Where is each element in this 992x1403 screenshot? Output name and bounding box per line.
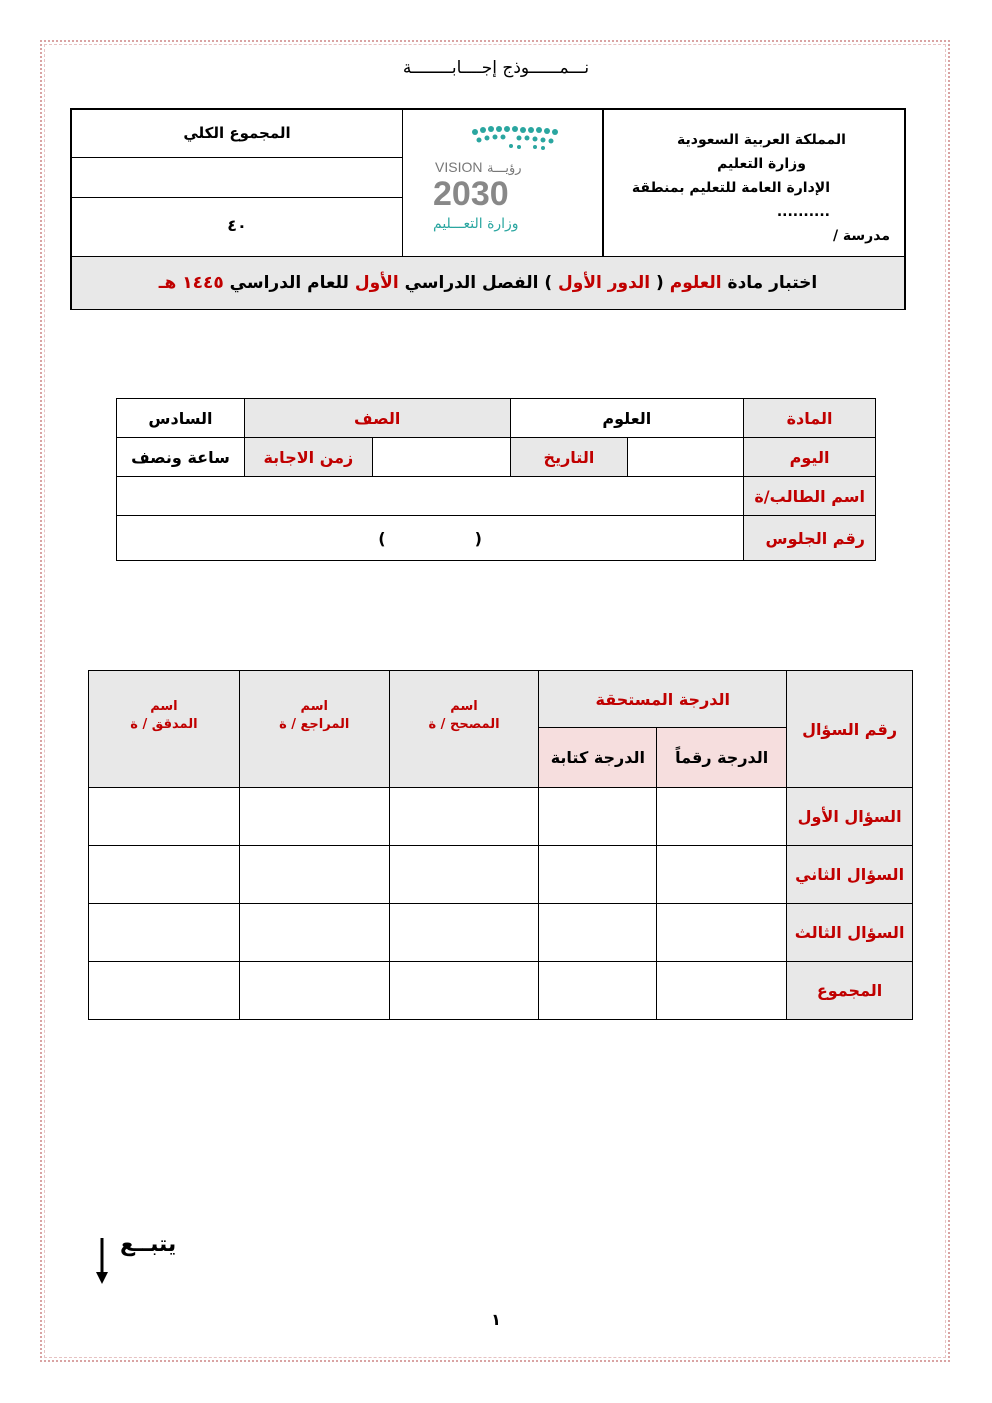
logo-ministry-text: وزارة التعـــليم xyxy=(433,216,519,232)
reviewer-sub: المراجع / ة xyxy=(279,717,350,732)
cell[interactable] xyxy=(389,788,539,846)
exam-subject: العلوم xyxy=(669,273,722,293)
cell[interactable] xyxy=(239,962,389,1020)
exam-title-part: ) الفصل الدراسي xyxy=(398,273,559,293)
student-name-field[interactable] xyxy=(117,477,744,516)
reviewer-label: اسم xyxy=(300,699,328,714)
page-title: نـــمــــــوذج إجــــابــــــــة xyxy=(402,58,590,78)
cell[interactable] xyxy=(657,788,787,846)
deserved-grade-header: الدرجة المستحقة xyxy=(539,671,787,728)
auditor-header xyxy=(89,671,240,788)
auditor-sub: المدقق / ة xyxy=(130,717,198,732)
directorate-text: الإدارة العامة للتعليم بمنطقة .......... xyxy=(631,180,830,220)
grade-digits-header: الدرجة رقماً xyxy=(657,728,787,788)
row-label: السؤال الثاني xyxy=(787,846,913,904)
cell[interactable] xyxy=(389,846,539,904)
student-name-label: اسم الطالب/ة xyxy=(744,477,876,516)
date-value[interactable] xyxy=(372,438,510,477)
cell[interactable] xyxy=(657,962,787,1020)
ministry-text: وزارة التعليم xyxy=(717,156,806,172)
total-value: ٤٠ xyxy=(227,216,247,235)
reviewer-header xyxy=(239,671,389,788)
total-label: المجموع الكلي xyxy=(72,110,402,158)
date-label: التاريخ xyxy=(510,438,628,477)
school-text: مدرسة / xyxy=(832,228,890,244)
student-info-table xyxy=(116,398,876,561)
exam-title-part: للعام الدراسي xyxy=(223,273,355,293)
cell[interactable] xyxy=(539,962,657,1020)
continue-text: يتبــع xyxy=(120,1232,177,1257)
cell[interactable] xyxy=(89,788,240,846)
down-arrow-icon xyxy=(96,1238,108,1284)
cell[interactable] xyxy=(657,904,787,962)
grade-words-header: الدرجة كتابة xyxy=(539,728,657,788)
grade-label: الصف xyxy=(244,399,510,438)
cell[interactable] xyxy=(539,846,657,904)
exam-term: الأول xyxy=(354,273,399,293)
cell[interactable] xyxy=(657,846,787,904)
vision-2030-logo xyxy=(403,110,603,250)
cell[interactable] xyxy=(89,904,240,962)
header-box xyxy=(70,108,906,310)
row-label: السؤال الثالث xyxy=(787,904,913,962)
day-label: اليوم xyxy=(744,438,876,477)
logo-year-text: 2030 xyxy=(433,175,509,213)
page-number: ١ xyxy=(491,1310,501,1329)
cell[interactable] xyxy=(389,962,539,1020)
row-label: السؤال الأول xyxy=(787,788,913,846)
cell[interactable] xyxy=(539,788,657,846)
total-score-block xyxy=(72,110,402,256)
logo-cell xyxy=(402,110,604,256)
answer-time-label: زمن الاجابة xyxy=(244,438,372,477)
table-row xyxy=(89,788,913,846)
table-row xyxy=(89,962,913,1020)
corrector-label: اسم xyxy=(450,699,478,714)
exam-title-part: اختبار مادة xyxy=(721,273,818,293)
logo-vision-text: VISION xyxy=(435,159,483,175)
exam-round: الدور الأول xyxy=(558,273,651,293)
corrector-sub: المصحح / ة xyxy=(428,717,500,732)
grade-value: السادس xyxy=(117,399,245,438)
subject-value: العلوم xyxy=(510,399,744,438)
question-number-header: رقم السؤال xyxy=(787,671,913,788)
table-row xyxy=(89,904,913,962)
day-value[interactable] xyxy=(628,438,744,477)
cell[interactable] xyxy=(539,904,657,962)
cell[interactable] xyxy=(89,962,240,1020)
exam-title-part: ( xyxy=(650,273,670,293)
answer-time-value: ساعة ونصف xyxy=(117,438,245,477)
row-label: المجموع xyxy=(787,962,913,1020)
total-blank xyxy=(72,158,402,198)
cell[interactable] xyxy=(239,788,389,846)
cell[interactable] xyxy=(239,846,389,904)
exam-title xyxy=(72,256,904,309)
logo-vision-ar-text: رؤيـــة xyxy=(487,161,522,176)
subject-label: المادة xyxy=(744,399,876,438)
seat-number-label: رقم الجلوس xyxy=(744,516,876,561)
cell[interactable] xyxy=(239,904,389,962)
corrector-header xyxy=(389,671,539,788)
grades-table xyxy=(88,670,913,1020)
auditor-label: اسم xyxy=(150,699,178,714)
exam-year: ١٤٤٥ هـ xyxy=(158,273,224,293)
table-row xyxy=(89,846,913,904)
kingdom-text: المملكة العربية السعودية xyxy=(677,132,846,148)
cell[interactable] xyxy=(89,846,240,904)
cell[interactable] xyxy=(389,904,539,962)
ministry-block xyxy=(602,110,904,256)
seat-number-field[interactable]: ( ) xyxy=(117,516,744,561)
